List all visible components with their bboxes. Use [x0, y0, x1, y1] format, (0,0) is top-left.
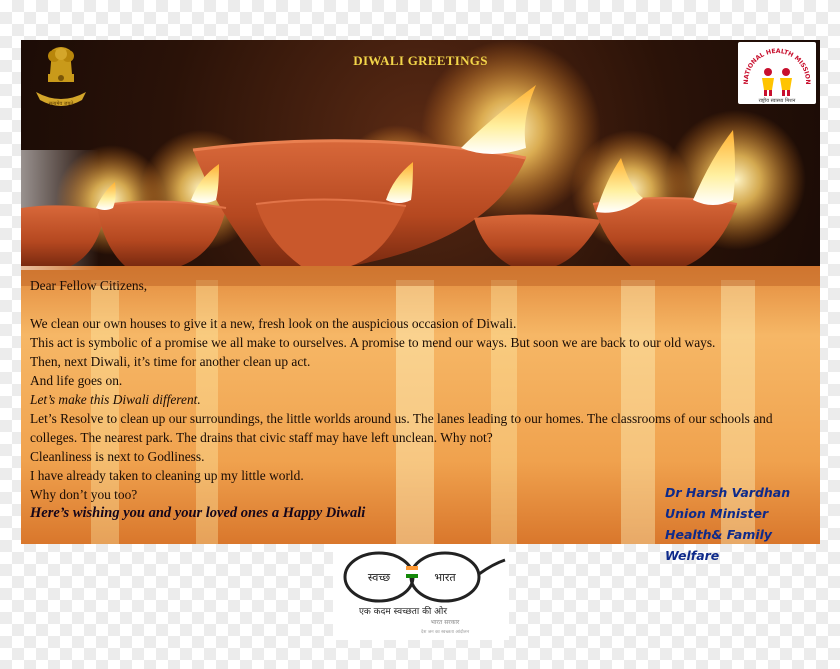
letter-line: Then, next Diwali, it’s time for another clean up act. [30, 354, 311, 369]
svg-text:देश जन का स्वच्छता आंदोलन: देश जन का स्वच्छता आंदोलन [420, 630, 470, 635]
letter-line: This act is symbolic of a promise we all make to ourselves. A promise to mend our ways. But soon we are back to our old ways. [30, 335, 716, 350]
letter-line: We clean our own houses to give it a new, fresh look on the auspicious occasion of Diwali. [30, 316, 517, 331]
letter-line-italic: Let’s make this Diwali different. [30, 392, 201, 407]
svg-text:एक कदम स्वच्छता की ओर: एक कदम स्वच्छता की ओर [358, 607, 448, 617]
svg-text:भारत सरकार: भारत सरकार [430, 619, 460, 626]
svg-text:राष्ट्रीय स्वास्थ्य मिशन: राष्ट्रीय स्वास्थ्य मिशन [758, 98, 796, 104]
swachh-bharat-logo [333, 544, 509, 640]
greeting-title: DIWALI GREETINGS [353, 53, 488, 68]
diwali-wish: Here’s wishing you and your loved ones a Happy Diwali [30, 505, 366, 521]
signatory-ministry: Health& Family Welfare [665, 527, 773, 563]
salutation: Dear Fellow Citizens, [30, 278, 148, 293]
svg-text:स्वच्छ: स्वच्छ [367, 571, 391, 584]
nhm-logo [738, 42, 816, 104]
letter-line: Cleanliness is next to Godliness. [30, 449, 205, 464]
greeting-poster [21, 40, 820, 563]
svg-text:सत्यमेव जयते: सत्यमेव जयते [48, 101, 74, 107]
signature-block [665, 482, 820, 566]
letter-line: And life goes on. [30, 373, 123, 388]
letter-line: Why don’t you too? [30, 487, 138, 502]
signatory-name: Dr Harsh Vardhan [665, 485, 791, 500]
signatory-role: Union Minister [665, 506, 769, 521]
svg-text:भारत: भारत [434, 571, 456, 584]
national-emblem-logo [30, 44, 92, 116]
letter-line: I have already taken to cleaning up my little world. [30, 468, 304, 483]
svg-text:NATIONAL HEALTH MISSION: NATIONAL HEALTH MISSION [742, 47, 812, 85]
letter-line: Let’s Resolve to clean up our surroundings, the little worlds around us. The lanes leading to our homes. The classrooms of our schools and colleges. The nearest park. The drains that civic staff may have left unclean. Why not? [30, 411, 773, 445]
